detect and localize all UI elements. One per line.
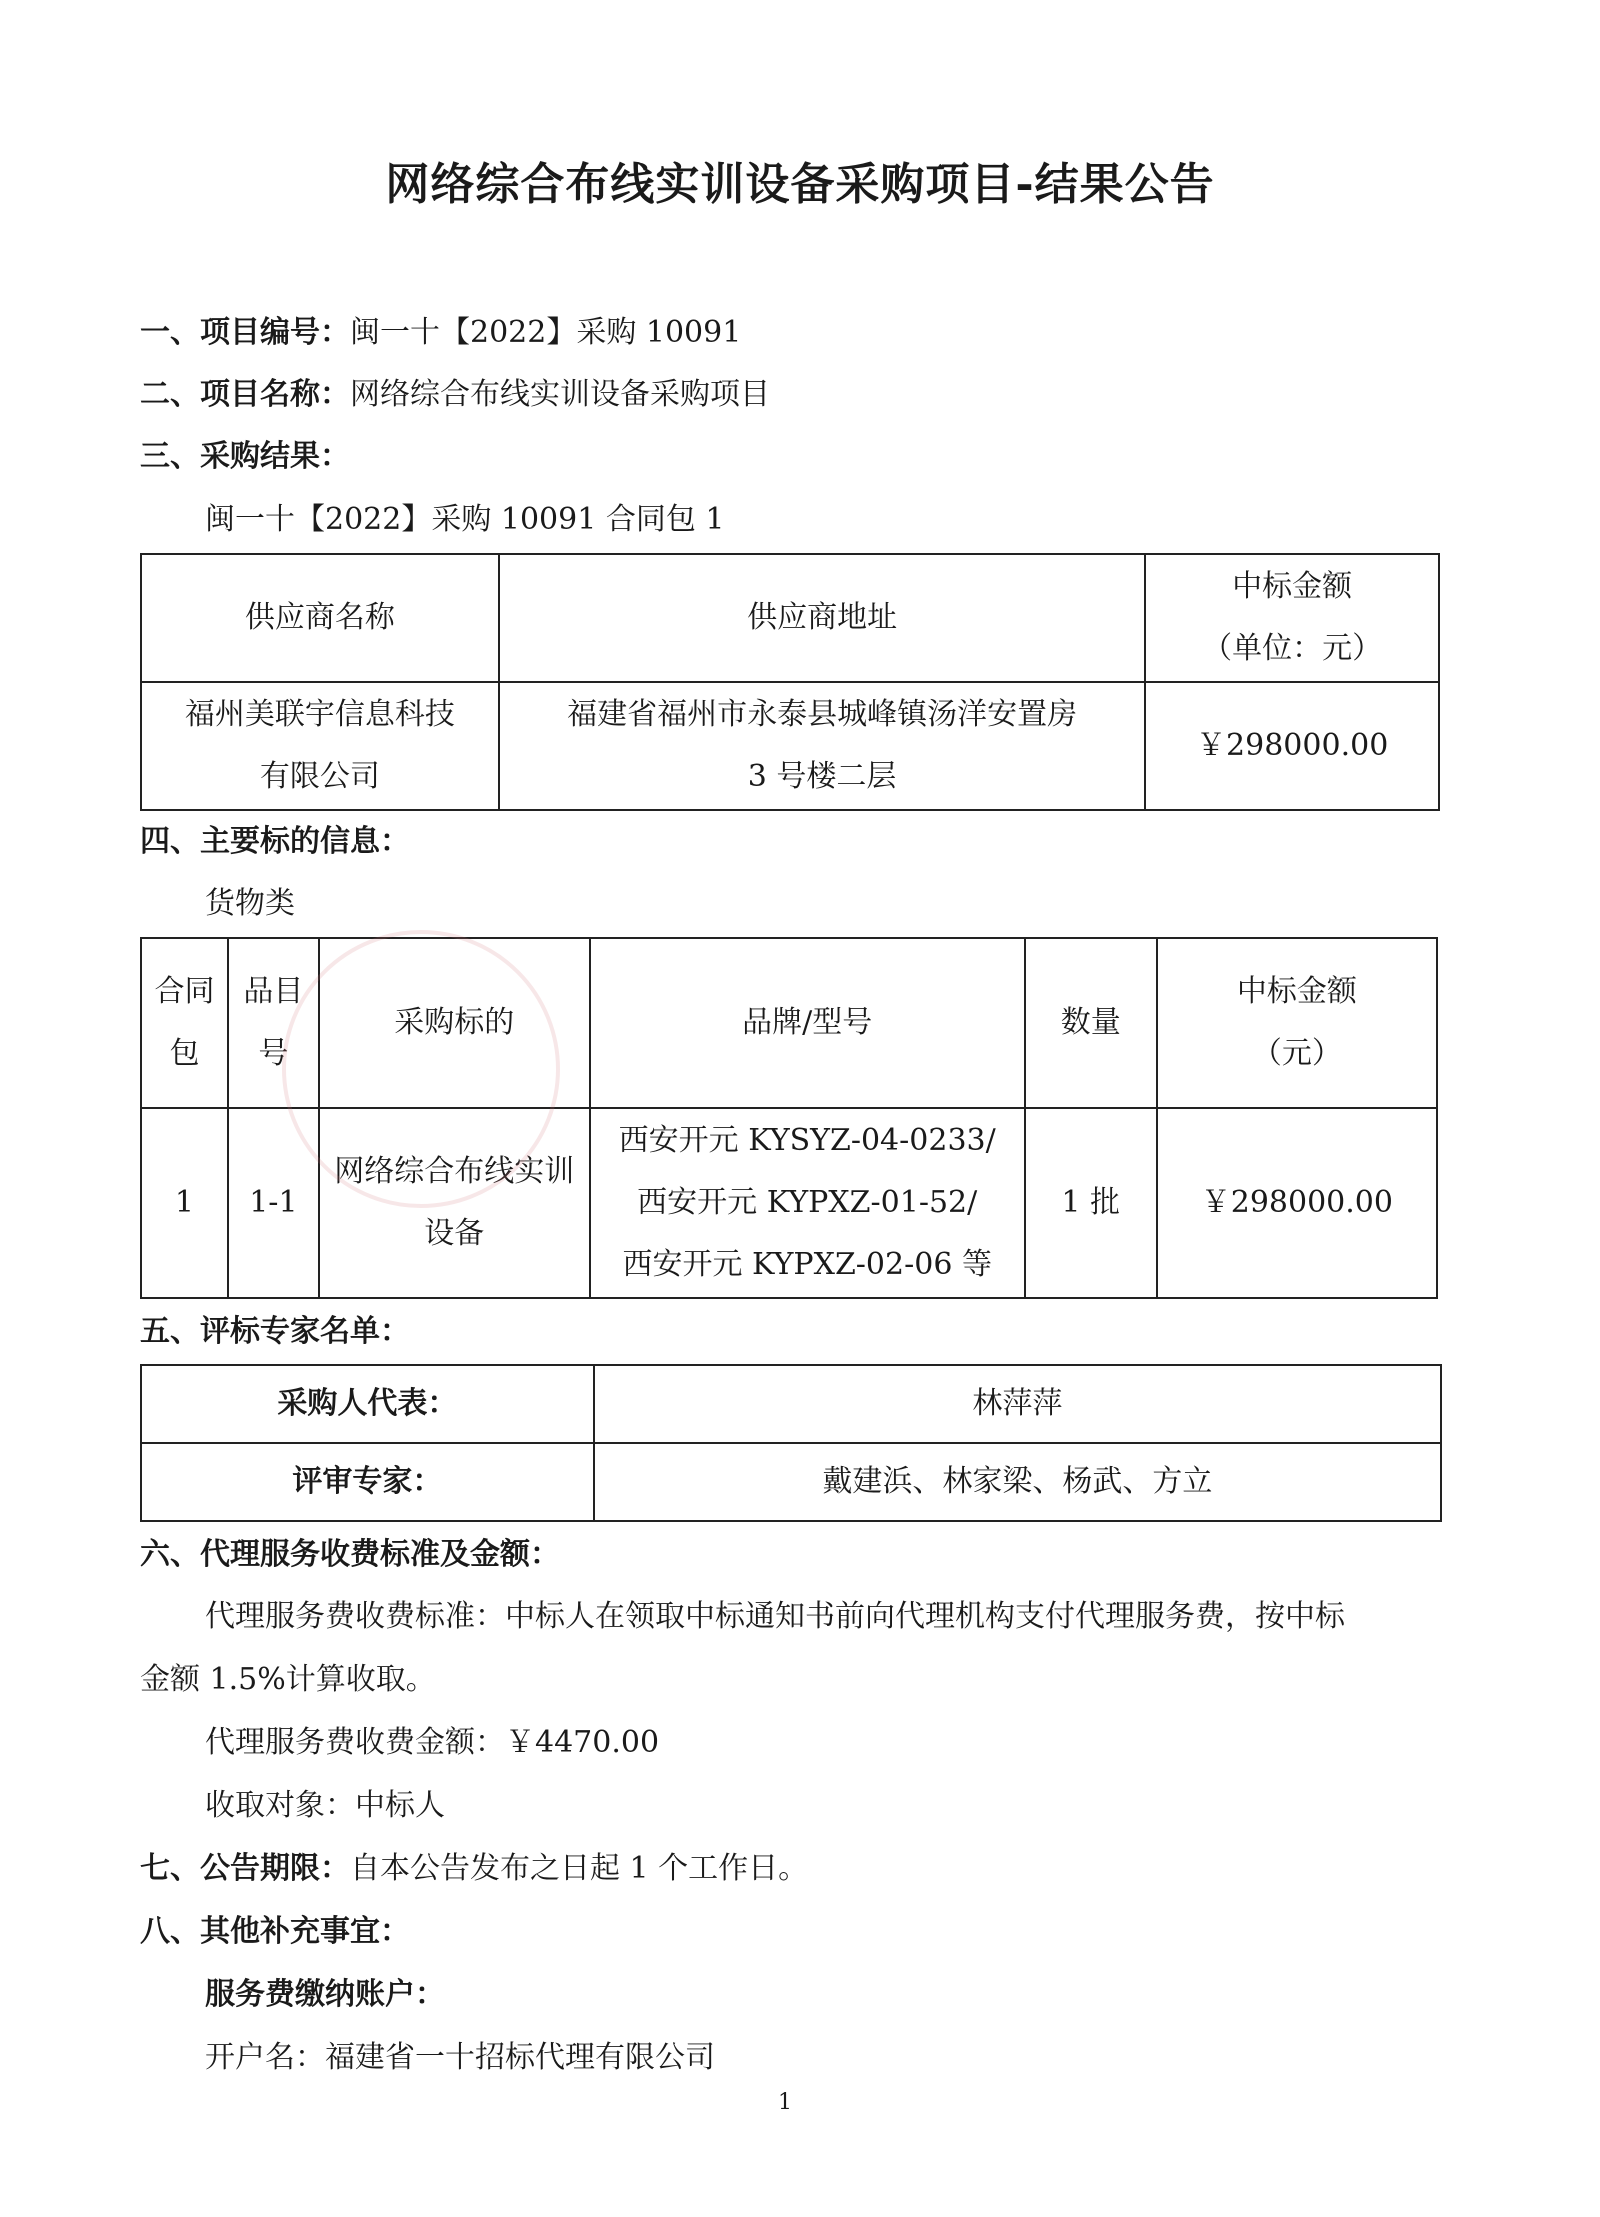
section-label: 一、项目编号： xyxy=(140,315,350,350)
page-number: 1 xyxy=(778,2090,792,2115)
header-contract-package xyxy=(141,938,228,1108)
header-subject: 采购标的 xyxy=(319,938,590,1108)
section-experts-label: 五、评标专家名单： xyxy=(140,1314,410,1349)
purchaser-rep-value: 林萍萍 xyxy=(594,1365,1441,1443)
cell-line: 西安开元 KYPXZ-01-52/ xyxy=(637,1185,978,1220)
header-bid-amount xyxy=(1145,554,1439,682)
header-supplier-name: 供应商名称 xyxy=(141,554,499,682)
cell-line: 有限公司 xyxy=(259,759,380,794)
header-line: 合同 xyxy=(154,974,215,1009)
header-brand-model: 品牌/型号 xyxy=(590,938,1025,1108)
contract-package-cell: 1 xyxy=(141,1108,228,1298)
cell-line: 福州美联宇信息科技 xyxy=(184,697,455,732)
cell-line: 福建省福州市永泰县城峰镇汤洋安置房 xyxy=(567,697,1078,732)
table-row xyxy=(141,1443,1441,1521)
header-line: （单位：元） xyxy=(1202,631,1383,666)
header-supplier-address: 供应商地址 xyxy=(499,554,1145,682)
cell-line: 3 号楼二层 xyxy=(747,759,897,794)
section-label: 二、项目名称： xyxy=(140,377,350,412)
expert-value: 戴建浜、林家梁、杨武、方立 xyxy=(594,1443,1441,1521)
table-header-row xyxy=(141,554,1439,682)
cell-line: 西安开元 KYPXZ-02-06 等 xyxy=(622,1247,992,1282)
bid-amount-cell: ￥298000.00 xyxy=(1157,1108,1437,1298)
goods-table xyxy=(140,937,1438,1299)
header-line: （元） xyxy=(1251,1036,1342,1071)
section-label: 七、公告期限： xyxy=(140,1851,350,1886)
account-name: 开户名：福建省一十招标代理有限公司 xyxy=(205,2040,715,2075)
header-line: 包 xyxy=(169,1036,200,1071)
supplier-table xyxy=(140,553,1440,811)
page-title: 网络综合布线实训设备采购项目-结果公告 xyxy=(385,159,1215,210)
supplier-name xyxy=(141,682,499,810)
section-project-name xyxy=(140,375,770,415)
project-name: 网络综合布线实训设备采购项目 xyxy=(350,377,770,412)
section-fee-label: 六、代理服务收费标准及金额： xyxy=(140,1537,560,1572)
section-period xyxy=(140,1849,808,1889)
header-line: 号 xyxy=(258,1036,289,1071)
quantity-cell: 1 批 xyxy=(1025,1108,1157,1298)
header-bid-amount xyxy=(1157,938,1437,1108)
item-number-cell: 1-1 xyxy=(228,1108,319,1298)
expert-table xyxy=(140,1364,1442,1522)
section-project-number xyxy=(140,313,741,353)
bid-amount: ￥298000.00 xyxy=(1145,682,1439,810)
table-row xyxy=(141,1365,1441,1443)
cell-line: 网络综合布线实训 xyxy=(334,1154,575,1189)
period-value: 自本公告发布之日起 1 个工作日。 xyxy=(350,1851,809,1886)
header-item-number xyxy=(228,938,319,1108)
supplier-address xyxy=(499,682,1145,810)
table-row xyxy=(141,1108,1437,1298)
cell-line: 西安开元 KYSYZ-04-0233/ xyxy=(618,1123,996,1158)
subject-cell xyxy=(319,1108,590,1298)
header-line: 品目 xyxy=(243,974,304,1009)
account-label: 服务费缴纳账户： xyxy=(205,1977,445,2012)
project-number: 闽一十【2022】采购 10091 xyxy=(350,315,742,350)
cell-line: 设备 xyxy=(424,1216,485,1251)
header-line: 中标金额 xyxy=(1236,974,1357,1009)
table-row xyxy=(141,682,1439,810)
header-quantity: 数量 xyxy=(1025,938,1157,1108)
contract-package: 闽一十【2022】采购 10091 合同包 1 xyxy=(205,502,725,537)
section-result-label: 三、采购结果： xyxy=(140,439,350,474)
expert-label: 评审专家： xyxy=(141,1443,594,1521)
brand-model-cell xyxy=(590,1108,1025,1298)
fee-standard-line-2: 金额 1.5%计算收取。 xyxy=(140,1662,436,1697)
header-line: 中标金额 xyxy=(1232,569,1353,604)
fee-standard-line-1: 代理服务费收费标准：中标人在领取中标通知书前向代理机构支付代理服务费，按中标 xyxy=(205,1599,1345,1634)
table-header-row xyxy=(141,938,1437,1108)
purchaser-rep-label: 采购人代表： xyxy=(141,1365,594,1443)
fee-amount: 代理服务费收费金额：￥4470.00 xyxy=(205,1725,660,1760)
section-other-label: 八、其他补充事宜： xyxy=(140,1914,410,1949)
fee-target: 收取对象：中标人 xyxy=(205,1788,445,1823)
goods-category: 货物类 xyxy=(205,886,295,921)
section-subject-label: 四、主要标的信息： xyxy=(140,824,410,859)
